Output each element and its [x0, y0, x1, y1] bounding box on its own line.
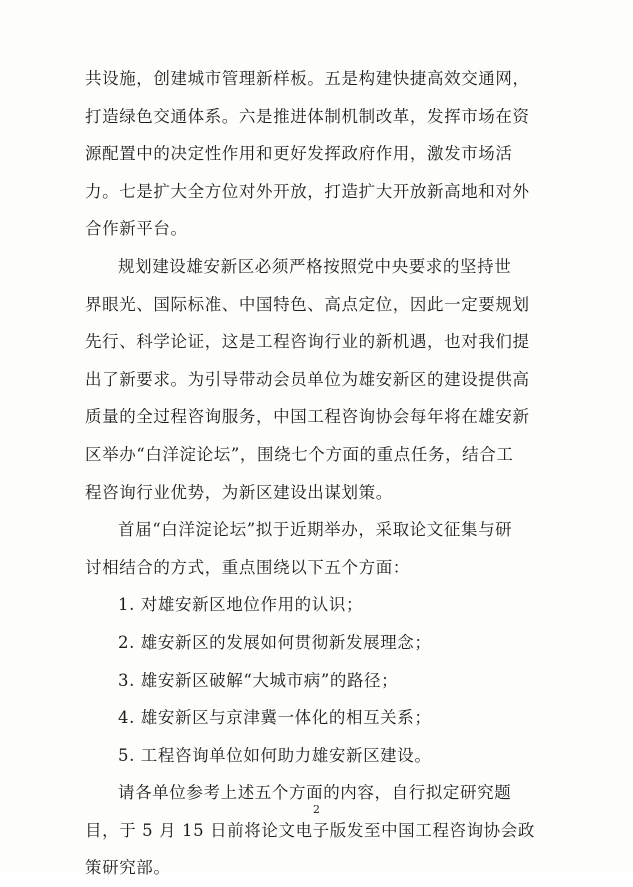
text-line: 共设施，创建城市管理新样板。五是构建快捷高效交通网，	[85, 69, 530, 88]
paragraph-forum	[85, 511, 555, 586]
list-item: 4. 雄安新区与京津冀一体化的相互关系；	[118, 708, 432, 728]
text-line: 程咨询行业优势，为新区建设出谋划策。	[85, 482, 393, 502]
text-line: 源配置中的决定性作用和更好发挥政府作用，激发市场活	[85, 144, 513, 164]
list-item: 2. 雄安新区的发展如何贯彻新发展理念；	[118, 632, 432, 652]
text-line: 出了新要求。为引导带动会员单位为雄安新区的建设提供高	[85, 369, 530, 389]
paragraph-planning	[85, 248, 555, 511]
text-line: 合作新平台。	[85, 219, 188, 239]
paragraph-closing	[85, 774, 555, 887]
text-line: 力。七是扩大全方位对外开放，打造扩大开放新高地和对外	[85, 181, 530, 201]
text-line: 界眼光、国际标准、中国特色、高点定位，因此一定要规划	[85, 294, 530, 314]
text-line: 首届“白洋淀论坛”拟于近期举办，采取论文征集与研	[118, 520, 513, 540]
document-body	[85, 60, 555, 887]
text-line: 先行、科学论证，这是工程咨询行业的新机遇，也对我们提	[85, 332, 530, 352]
text-line: 目，于 5 月 15 日前将论文电子版发至中国工程咨询协会政	[85, 820, 535, 840]
text-line: 策研究部。	[85, 858, 171, 878]
text-line: 请各单位参考上述五个方面的内容，自行拟定研究题	[118, 783, 512, 803]
page-number: 2	[313, 803, 320, 816]
topic-list	[85, 586, 555, 774]
list-item: 3. 雄安新区破解“大城市病”的路径；	[118, 670, 399, 690]
text-line: 区举办“白洋淀论坛”，围绕七个方面的重点任务，结合工	[85, 444, 514, 464]
list-item: 1. 对雄安新区地位作用的认识；	[118, 595, 364, 615]
text-line: 质量的全过程咨询服务，中国工程咨询协会每年将在雄安新	[85, 407, 530, 427]
text-line: 打造绿色交通体系。六是推进体制机制改革，发挥市场在资	[85, 106, 530, 126]
text-line: 规划建设雄安新区必须严格按照党中央要求的坚持世	[118, 256, 512, 276]
text-line: 讨相结合的方式，重点围绕以下五个方面：	[85, 557, 410, 577]
list-item: 5. 工程咨询单位如何助力雄安新区建设。	[118, 745, 432, 765]
paragraph-continuation	[85, 60, 555, 248]
